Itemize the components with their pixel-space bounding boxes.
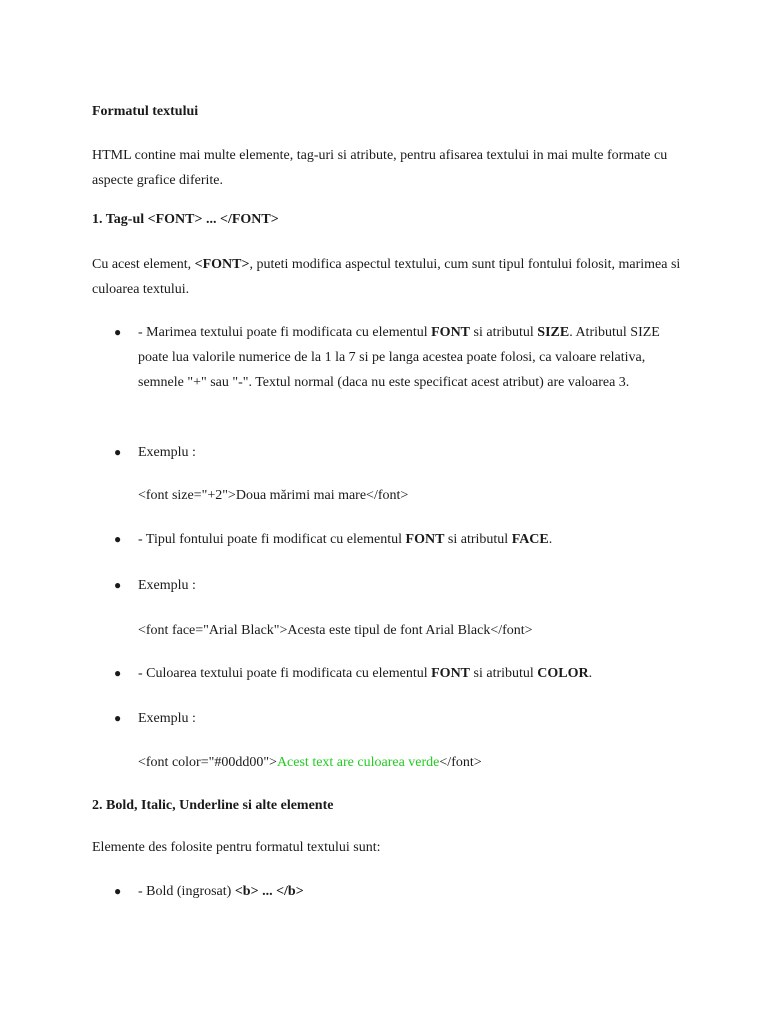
section2-heading: 2. Bold, Italic, Underline si alte elemente bbox=[92, 798, 334, 813]
bullet-icon: ● bbox=[114, 666, 122, 680]
face-item-face-keyword: FACE bbox=[511, 532, 549, 547]
bullet-icon: ● bbox=[114, 532, 122, 546]
size-item-text-a: - Marimea textului poate fi modificata cu elementul bbox=[138, 325, 432, 340]
section1-heading: 1. Tag-ul <FONT> ... </FONT> bbox=[92, 212, 279, 227]
size-item-size-keyword: SIZE bbox=[537, 325, 570, 340]
size-item-font-keyword: FONT bbox=[431, 325, 471, 340]
example-label: Exemplu : bbox=[138, 445, 196, 460]
intro-paragraph: HTML contine mai multe elemente, tag-uri si atribute, pentru afisarea textului in mai multe formate cu aspecte grafice diferite. bbox=[92, 148, 668, 188]
bullet-icon: ● bbox=[114, 445, 122, 459]
color-list bbox=[0, 661, 768, 686]
list-item bbox=[0, 879, 678, 904]
bold-list bbox=[0, 879, 768, 904]
color-item-font-keyword: FONT bbox=[431, 666, 471, 681]
section1-paragraph-text-c: , puteti modifica aspectul textului, cum sunt tipul fontului folosit, marimea si culoarea textului. bbox=[92, 257, 681, 297]
face-item-font-keyword: FONT bbox=[405, 532, 445, 547]
section2-paragraph: Elemente des folosite pentru formatul textului sunt: bbox=[92, 840, 381, 855]
color-item-text-a: - Culoarea textului poate fi modificata cu elementul bbox=[138, 666, 432, 681]
list-item bbox=[0, 440, 678, 465]
example-label: Exemplu : bbox=[138, 578, 196, 593]
face-list bbox=[0, 527, 768, 552]
color-example-close-tag: </font> bbox=[439, 755, 482, 770]
section1-paragraph-text-a: Cu acest element, bbox=[92, 257, 195, 272]
color-example-open-tag: <font color="#00dd00"> bbox=[138, 755, 277, 770]
color-example-green-text: Acest text are culoarea verde bbox=[276, 755, 440, 770]
document-title: Formatul textului bbox=[92, 104, 199, 119]
list-item bbox=[0, 706, 678, 731]
size-list bbox=[0, 320, 768, 395]
list-item bbox=[0, 320, 678, 395]
color-item-text-c: si atributul bbox=[470, 666, 538, 681]
bullet-icon: ● bbox=[114, 578, 122, 592]
size-item-text-e: . Atributul SIZE poate lua valorile numerice de la 1 la 7 si pe langa acestea poate folosi, ca valoare relativa, semnele "+" sau "-". Textul normal (daca nu este specificat acest atribut) are valoarea 3. bbox=[138, 325, 660, 390]
face-item-text-e: . bbox=[548, 532, 553, 547]
section1-paragraph bbox=[92, 252, 692, 302]
size-example-list bbox=[0, 440, 768, 465]
list-item bbox=[0, 573, 678, 598]
list-item bbox=[0, 661, 678, 686]
face-item-text-c: si atributul bbox=[444, 532, 512, 547]
bold-item-text-a: - Bold (ingrosat) bbox=[138, 884, 235, 899]
bold-item-tag: <b> ... </b> bbox=[234, 884, 304, 899]
face-example-list bbox=[0, 573, 768, 598]
example-label: Exemplu : bbox=[138, 711, 196, 726]
color-item-color-keyword: COLOR bbox=[537, 666, 589, 681]
face-example-code: <font face="Arial Black">Acesta este tipul de font Arial Black</font> bbox=[138, 623, 533, 638]
color-item-text-e: . bbox=[588, 666, 593, 681]
face-item-text-a: - Tipul fontului poate fi modificat cu elementul bbox=[138, 532, 406, 547]
bullet-icon: ● bbox=[114, 325, 122, 339]
bullet-icon: ● bbox=[114, 884, 122, 898]
color-example-list bbox=[0, 706, 768, 731]
color-example-code bbox=[138, 750, 482, 775]
list-item bbox=[0, 527, 678, 552]
size-example-code: <font size="+2">Doua mărimi mai mare</font> bbox=[138, 488, 409, 503]
section1-paragraph-font-tag: <FONT> bbox=[194, 257, 250, 272]
bullet-icon: ● bbox=[114, 711, 122, 725]
size-item-text-c: si atributul bbox=[470, 325, 538, 340]
